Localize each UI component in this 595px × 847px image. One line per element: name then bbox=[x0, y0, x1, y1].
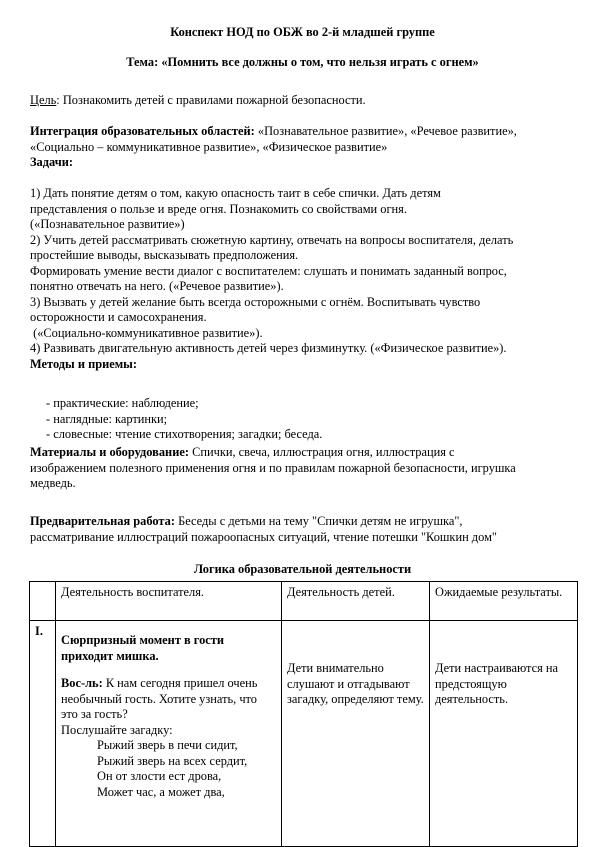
goal-label: Цель bbox=[30, 93, 57, 107]
logic-table bbox=[29, 581, 578, 847]
teacher-label: Вос-ль: bbox=[61, 676, 103, 690]
integration-line-1: «Познавательное развитие», «Речевое развитие», bbox=[257, 124, 517, 138]
poem-line: Он от злости ест дрова, bbox=[97, 769, 222, 783]
poem-line: Рыжий зверь на всех сердит, bbox=[97, 753, 248, 768]
table-header-row bbox=[30, 582, 578, 621]
poem-line: Рыжий зверь в печи сидит, bbox=[97, 738, 238, 752]
integration-line-2: «Социально – коммуникативное развитие», «Физическое развитие» bbox=[30, 139, 388, 154]
integration-paragraph bbox=[30, 124, 575, 171]
materials-line-1: Спички, свеча, иллюстрация огня, иллюстрация с bbox=[192, 445, 455, 459]
table-header-cell-num bbox=[30, 582, 56, 621]
materials-line-2: изображением полезного применения огня и по правилам пожарной безопасности, игрушка bbox=[30, 460, 516, 475]
methods-heading: Методы и приемы: bbox=[30, 356, 137, 371]
task-line: 1) Дать понятие детям о том, какую опасность таит в себе спички. Дать детям bbox=[30, 186, 441, 200]
materials-label: Материалы и оборудование: bbox=[30, 445, 193, 459]
method-item: - наглядные: картинки; bbox=[46, 411, 168, 426]
teacher-activity-cell bbox=[56, 621, 282, 847]
prep-line-1: Беседы с детьми на тему "Спички детям не игрушка", bbox=[178, 514, 463, 528]
prep-line-2: рассматривание иллюстраций пожароопасных ситуаций, чтение потешки "Кошкин дом" bbox=[30, 529, 497, 544]
document-title: Конспект НОД по ОБЖ во 2-й младшей группе bbox=[170, 25, 435, 39]
children-activity-cell bbox=[282, 621, 430, 847]
prep-paragraph bbox=[30, 514, 575, 545]
task-line: простейшие выводы, высказывать предположения. bbox=[30, 248, 299, 262]
poem-line: Может час, а может два, bbox=[97, 784, 225, 799]
tasks-heading: Задачи: bbox=[30, 155, 73, 169]
methods-list bbox=[30, 396, 591, 443]
method-item: - словесные: чтение стихотворения; загадки; беседа. bbox=[46, 427, 323, 441]
poem bbox=[61, 738, 276, 800]
prep-label: Предварительная работа: bbox=[30, 514, 179, 528]
surprise-title: Сюрпризный момент в гости приходит мишка. bbox=[61, 633, 225, 663]
task-line: 2) Учить детей рассматривать сюжетную картину, отвечать на вопросы воспитателя, делать bbox=[30, 232, 514, 247]
logic-heading: Логика образовательной деятельности bbox=[193, 562, 412, 576]
task-line: 3) Вызвать у детей желание быть всегда осторожными с огнём. Воспитывать чувство bbox=[30, 294, 481, 309]
method-item: - практические: наблюдение; bbox=[46, 396, 199, 410]
table-header-cell: Деятельность воспитателя. bbox=[56, 582, 282, 621]
materials-line-3: медведь. bbox=[30, 476, 76, 490]
task-line: понятно отвечать на него. («Речевое развитие»). bbox=[30, 279, 284, 293]
goal-text: : Познакомить детей с правилами пожарной безопасности. bbox=[56, 93, 366, 107]
teacher-text: К нам сегодня пришел очень необычный гость. Хотите узнать, что это за гость? bbox=[61, 676, 258, 721]
task-line: осторожности и самосохранения. bbox=[30, 310, 207, 324]
task-line: («Познавательное развитие») bbox=[30, 217, 185, 231]
listen-line: Послушайте загадку: bbox=[61, 722, 173, 737]
table-row bbox=[30, 621, 578, 847]
tasks-list bbox=[30, 186, 575, 372]
integration-label: Интеграция образовательных областей: bbox=[30, 124, 258, 138]
expected-results-text: Дети настраиваются на предстоящую деятельность. bbox=[435, 661, 559, 706]
goal-paragraph bbox=[30, 93, 575, 109]
row-number: I. bbox=[35, 624, 43, 638]
children-activity-text: Дети внимательно слушают и отгадывают загадку, определяют тему. bbox=[287, 661, 424, 706]
materials-paragraph bbox=[30, 445, 575, 492]
table-header-cell: Ожидаемые результаты. bbox=[430, 582, 578, 621]
topic-line: Тема: «Помнить все должны о том, что нельзя играть с огнем» bbox=[126, 55, 479, 69]
task-line: («Социально-коммуникативное развитие»). bbox=[30, 325, 263, 340]
expected-results-cell bbox=[430, 621, 578, 847]
table-header-cell: Деятельность детей. bbox=[282, 582, 430, 621]
task-line: представления о пользе и вреде огня. Познакомить со свойствами огня. bbox=[30, 201, 407, 216]
row-number-cell bbox=[30, 621, 56, 847]
task-line: Формировать умение вести диалог с воспитателем: слушать и понимать заданный вопрос, bbox=[30, 263, 507, 278]
task-line: 4) Развивать двигательную активность детей через физминутку. («Физическое развитие»). bbox=[30, 341, 507, 355]
